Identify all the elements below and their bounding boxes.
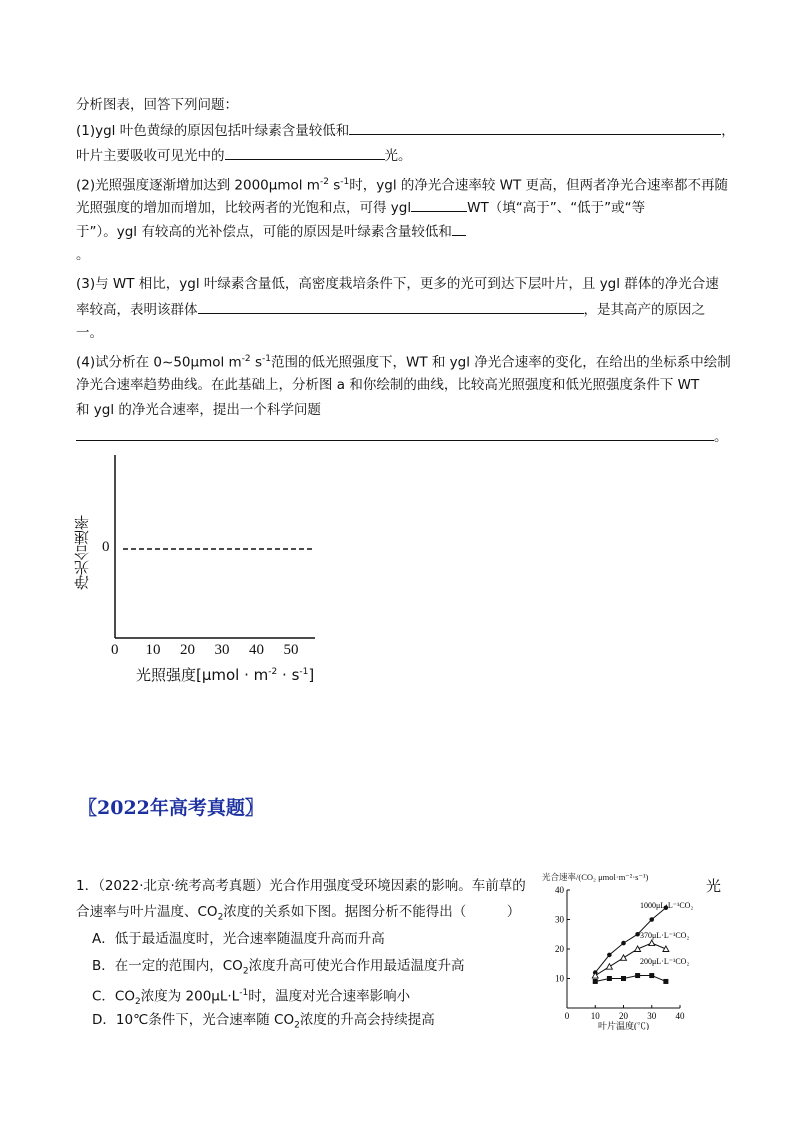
x-tick-label: 30 bbox=[214, 642, 230, 658]
q2-line1 bbox=[76, 172, 728, 196]
x-axis-label-sup: -2 bbox=[268, 667, 278, 677]
data-point bbox=[607, 953, 612, 958]
q4-blank[interactable] bbox=[76, 426, 714, 441]
x-tick-label: 20 bbox=[180, 642, 195, 658]
blank-axes-figure bbox=[70, 445, 330, 685]
q2-text: 时，ygl 的净光合速率较 WT 更高，但两者净光合速率都不再随 bbox=[349, 177, 729, 194]
option-c[interactable] bbox=[92, 983, 410, 1012]
chart-x-tick-label: 30 bbox=[647, 1011, 657, 1021]
chart-y-tick-label: 30 bbox=[555, 914, 564, 925]
x-axis-label-text: 光照强度[μmol · m bbox=[136, 666, 269, 684]
option-b-text: B．在一定的范围内，CO bbox=[92, 958, 243, 974]
q2-blank-1[interactable] bbox=[411, 197, 467, 212]
option-d-text: D．10℃条件下，光合速率随 CO bbox=[92, 1012, 295, 1028]
data-point bbox=[663, 946, 669, 952]
q2-text: 光照强度的增加而增加，比较两者的光饱和点，可得 ygl bbox=[76, 200, 412, 216]
q2-line2 bbox=[76, 197, 645, 218]
option-c-text: 浓度为 200μL·L bbox=[140, 988, 240, 1005]
option-c-text: C．CO bbox=[92, 988, 135, 1005]
q4-text: s bbox=[250, 354, 262, 371]
p1-line2 bbox=[76, 902, 520, 928]
q3-text: 率较高，表明该群体 bbox=[76, 302, 198, 318]
x-tick-label: 40 bbox=[249, 642, 264, 658]
option-c-text: 时，温度对光合速率影响小 bbox=[248, 988, 411, 1005]
option-d-text: 浓度的升高会持续提高 bbox=[299, 1012, 435, 1028]
data-point bbox=[621, 976, 626, 981]
chart-y-tick-label: 20 bbox=[555, 944, 564, 954]
q3-text: ，是其高产的原因之 bbox=[583, 302, 705, 318]
series-line bbox=[595, 976, 666, 982]
chart-x-tick-label: 20 bbox=[619, 1011, 628, 1021]
p1-line1: 1．（2022·北京·统考高考真题）光合作用强度受环境因素的影响。车前草的 bbox=[76, 878, 526, 894]
x-tick-label: 50 bbox=[283, 642, 299, 658]
option-b-text: 浓度升高可使光合作用最适温度升高 bbox=[248, 958, 465, 974]
option-c-sup: -1 bbox=[239, 988, 249, 998]
data-point bbox=[663, 979, 668, 984]
photosynthesis-chart bbox=[540, 868, 710, 1030]
x-axis-label-text: · s bbox=[277, 666, 300, 684]
chart-y-tick-label: 10 bbox=[555, 973, 564, 984]
chart-x-tick-label: 40 bbox=[675, 1011, 685, 1021]
p1-text: 浓度的关系如下图。据图分析不能得出（ ） bbox=[223, 904, 521, 920]
q4-line1 bbox=[76, 349, 731, 373]
q1-text-b: ， bbox=[721, 123, 735, 139]
intro-text: 分析图表，回答下列问题： bbox=[76, 97, 238, 113]
x-tick-label: 10 bbox=[145, 642, 161, 658]
q4-text: 。 bbox=[714, 429, 728, 445]
x-axis-label-sup: -1 bbox=[299, 667, 309, 677]
q2-text: WT（填“高于”、“低于”或“等 bbox=[467, 200, 646, 216]
q3-line3: 一。 bbox=[76, 325, 103, 341]
q4-text: (4)试分析在 0~50μmol m bbox=[76, 354, 242, 371]
data-point bbox=[649, 917, 654, 922]
q2-blank-2[interactable] bbox=[452, 221, 466, 236]
data-point bbox=[606, 964, 612, 970]
q2-line4: 。 bbox=[76, 247, 90, 263]
zero-label: 0 bbox=[102, 539, 110, 555]
p1-line1-end: 光 bbox=[706, 877, 722, 895]
q1-line2 bbox=[76, 145, 412, 166]
q1-line1 bbox=[76, 120, 735, 141]
data-point bbox=[593, 979, 598, 984]
q1-text-a: (1)ygl 叶色黄绿的原因包括叶绿素含量较低和 bbox=[76, 123, 350, 139]
section-heading: 〖2022年高考真题〗 bbox=[78, 797, 264, 819]
q2-text: (2)光照强度逐渐增加达到 2000μmol m bbox=[76, 177, 320, 194]
q4-text: 范围的低光照强度下，WT 和 ygl 净光合速率的变化，在给出的坐标系中绘制 bbox=[270, 354, 731, 371]
option-a[interactable]: A．低于最适温度时，光合速率随温度升高而升高 bbox=[92, 931, 385, 947]
data-point bbox=[649, 940, 655, 946]
option-c-sub: 2 bbox=[134, 997, 141, 1008]
q4-line3: 和 ygl 的净光合速率，提出一个科学问题 bbox=[76, 402, 321, 418]
q2-text: 于”）。ygl 有较高的光补偿点，可能的原因是叶绿素含量较低和 bbox=[76, 224, 452, 240]
p1-sub: 2 bbox=[217, 912, 224, 923]
series-label: 370μL·L⁻¹CO₂ bbox=[640, 931, 690, 940]
chart-svg bbox=[540, 868, 710, 1030]
q4-line2: 净光合速率趋势曲线。在此基础上，分析图 a 和你绘制的曲线，比较高光照强度和低光照强度条件下 WT bbox=[76, 377, 700, 393]
series-label: 1000μL·L⁻¹CO₂ bbox=[640, 901, 694, 910]
option-d[interactable] bbox=[92, 1010, 435, 1036]
option-b[interactable] bbox=[92, 956, 465, 982]
q2-sup: -2 bbox=[319, 177, 329, 187]
q1-text-c: 叶片主要吸收可见光中的 bbox=[76, 148, 225, 164]
chart-x-tick-label: 10 bbox=[590, 1011, 600, 1021]
series-label: 200μL·L⁻¹CO₂ bbox=[640, 957, 690, 966]
data-point bbox=[621, 955, 627, 961]
data-point bbox=[635, 973, 640, 978]
data-point bbox=[621, 941, 626, 946]
q4-line4 bbox=[76, 426, 728, 447]
chart-x-tick-label: 0 bbox=[564, 1011, 570, 1021]
data-point bbox=[635, 946, 641, 952]
x-axis-label bbox=[136, 662, 314, 685]
q3-line2 bbox=[76, 299, 705, 320]
data-point bbox=[649, 973, 654, 978]
option-b-sub: 2 bbox=[242, 966, 249, 977]
q3-blank[interactable] bbox=[198, 299, 584, 314]
q2-sup: -1 bbox=[340, 177, 350, 187]
q1-text-d: 光。 bbox=[384, 148, 412, 164]
x-tick-label: 0 bbox=[111, 642, 119, 658]
chart-y-tick-label: 40 bbox=[555, 885, 564, 895]
q1-blank-2[interactable] bbox=[225, 145, 385, 160]
p1-text: 合速率与叶片温度、CO bbox=[76, 904, 218, 920]
x-axis-label-text: ] bbox=[308, 666, 315, 684]
q4-sup: -2 bbox=[241, 354, 251, 364]
q1-blank-1[interactable] bbox=[349, 120, 721, 135]
option-d-sub: 2 bbox=[294, 1020, 300, 1031]
y-axis-label: 净光合速率 bbox=[73, 515, 91, 590]
chart-title: 光合速率/(CO₂ μmol·m⁻²·s⁻¹) bbox=[542, 872, 649, 882]
q2-text: s bbox=[328, 177, 341, 194]
chart-x-axis-label: 叶片温度(℃) bbox=[598, 1021, 649, 1030]
q3-line1: (3)与 WT 相比，ygl 叶绿素含量低，高密度栽培条件下，更多的光可到达下层叶片，且 ygl 群体的净光合速 bbox=[76, 276, 719, 292]
q4-sup: -1 bbox=[262, 354, 271, 364]
q2-line3 bbox=[76, 221, 466, 242]
data-point bbox=[607, 976, 612, 981]
